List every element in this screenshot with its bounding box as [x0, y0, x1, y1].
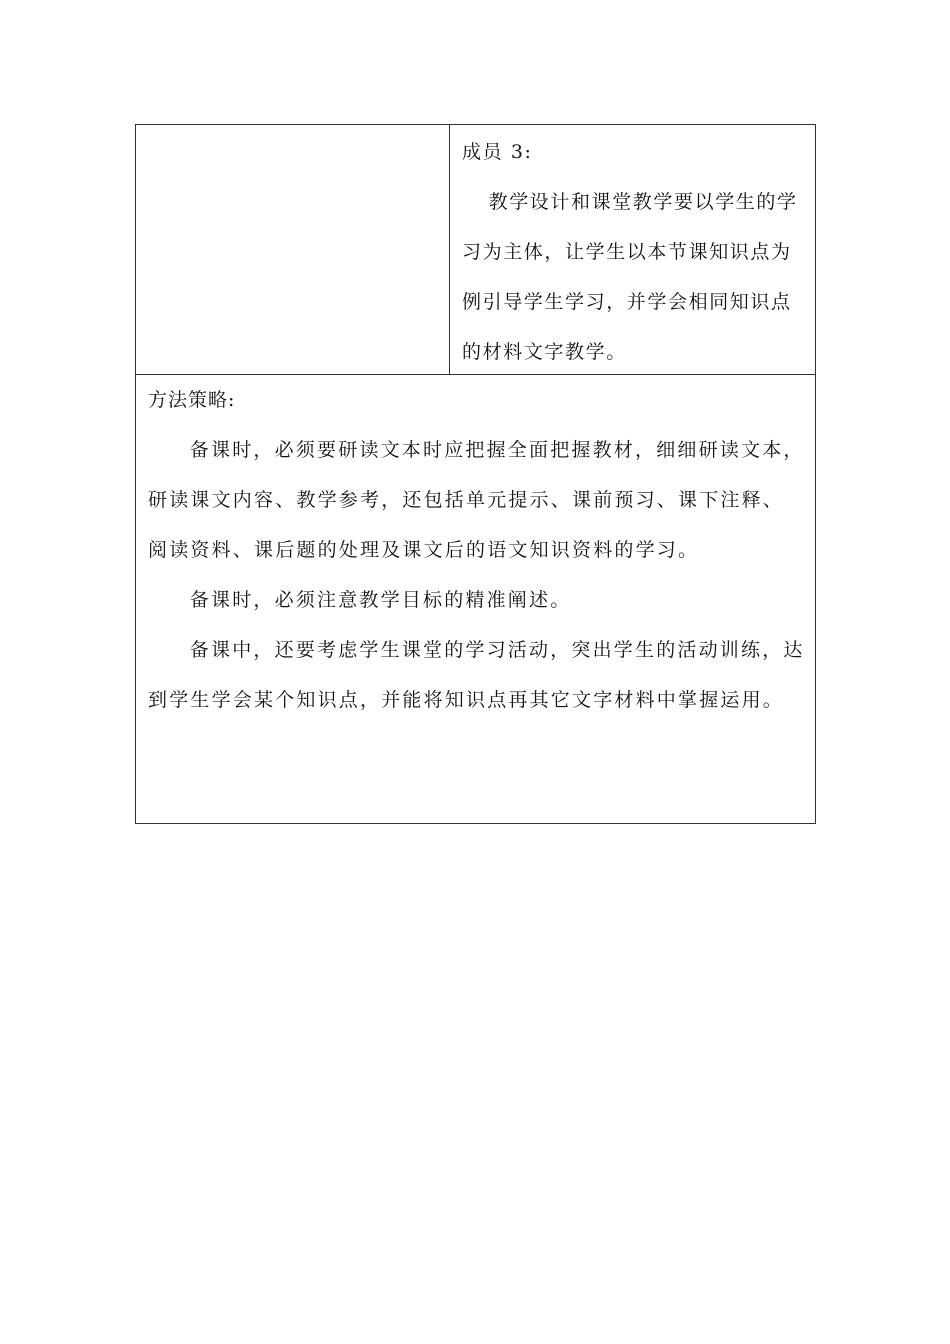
member-3-text: 教学设计和课堂教学要以学生的学习为主体，让学生以本节课知识点为例引导学生学习，并学会相同知识点的材料文字教学。: [462, 191, 798, 363]
member-3-cell: [450, 125, 815, 374]
method-paragraph-1: 备课时，必须要研读文本时应把握全面把握教材，细细研读文本，研读课文内容、教学参考，还包括单元提示、课前预习、课下注释、阅读资料、课后题的处理及课文后的语文知识资料的学习。: [148, 439, 805, 561]
method-paragraph-3: 备课中，还要考虑学生课堂的学习活动，突出学生的活动训练，达到学生学会某个知识点，并能将知识点再其它文字材料中掌握运用。: [148, 639, 805, 711]
empty-cell: [136, 125, 450, 374]
lesson-plan-table: [135, 124, 816, 824]
method-heading: 方法策略:: [148, 389, 236, 411]
method-strategy-cell: [136, 375, 815, 823]
method-paragraph-2: 备课时，必须注意教学目标的精准阐述。: [189, 589, 572, 611]
table-row-members: [136, 125, 815, 375]
member-3-label: 成员 3:: [462, 141, 533, 163]
